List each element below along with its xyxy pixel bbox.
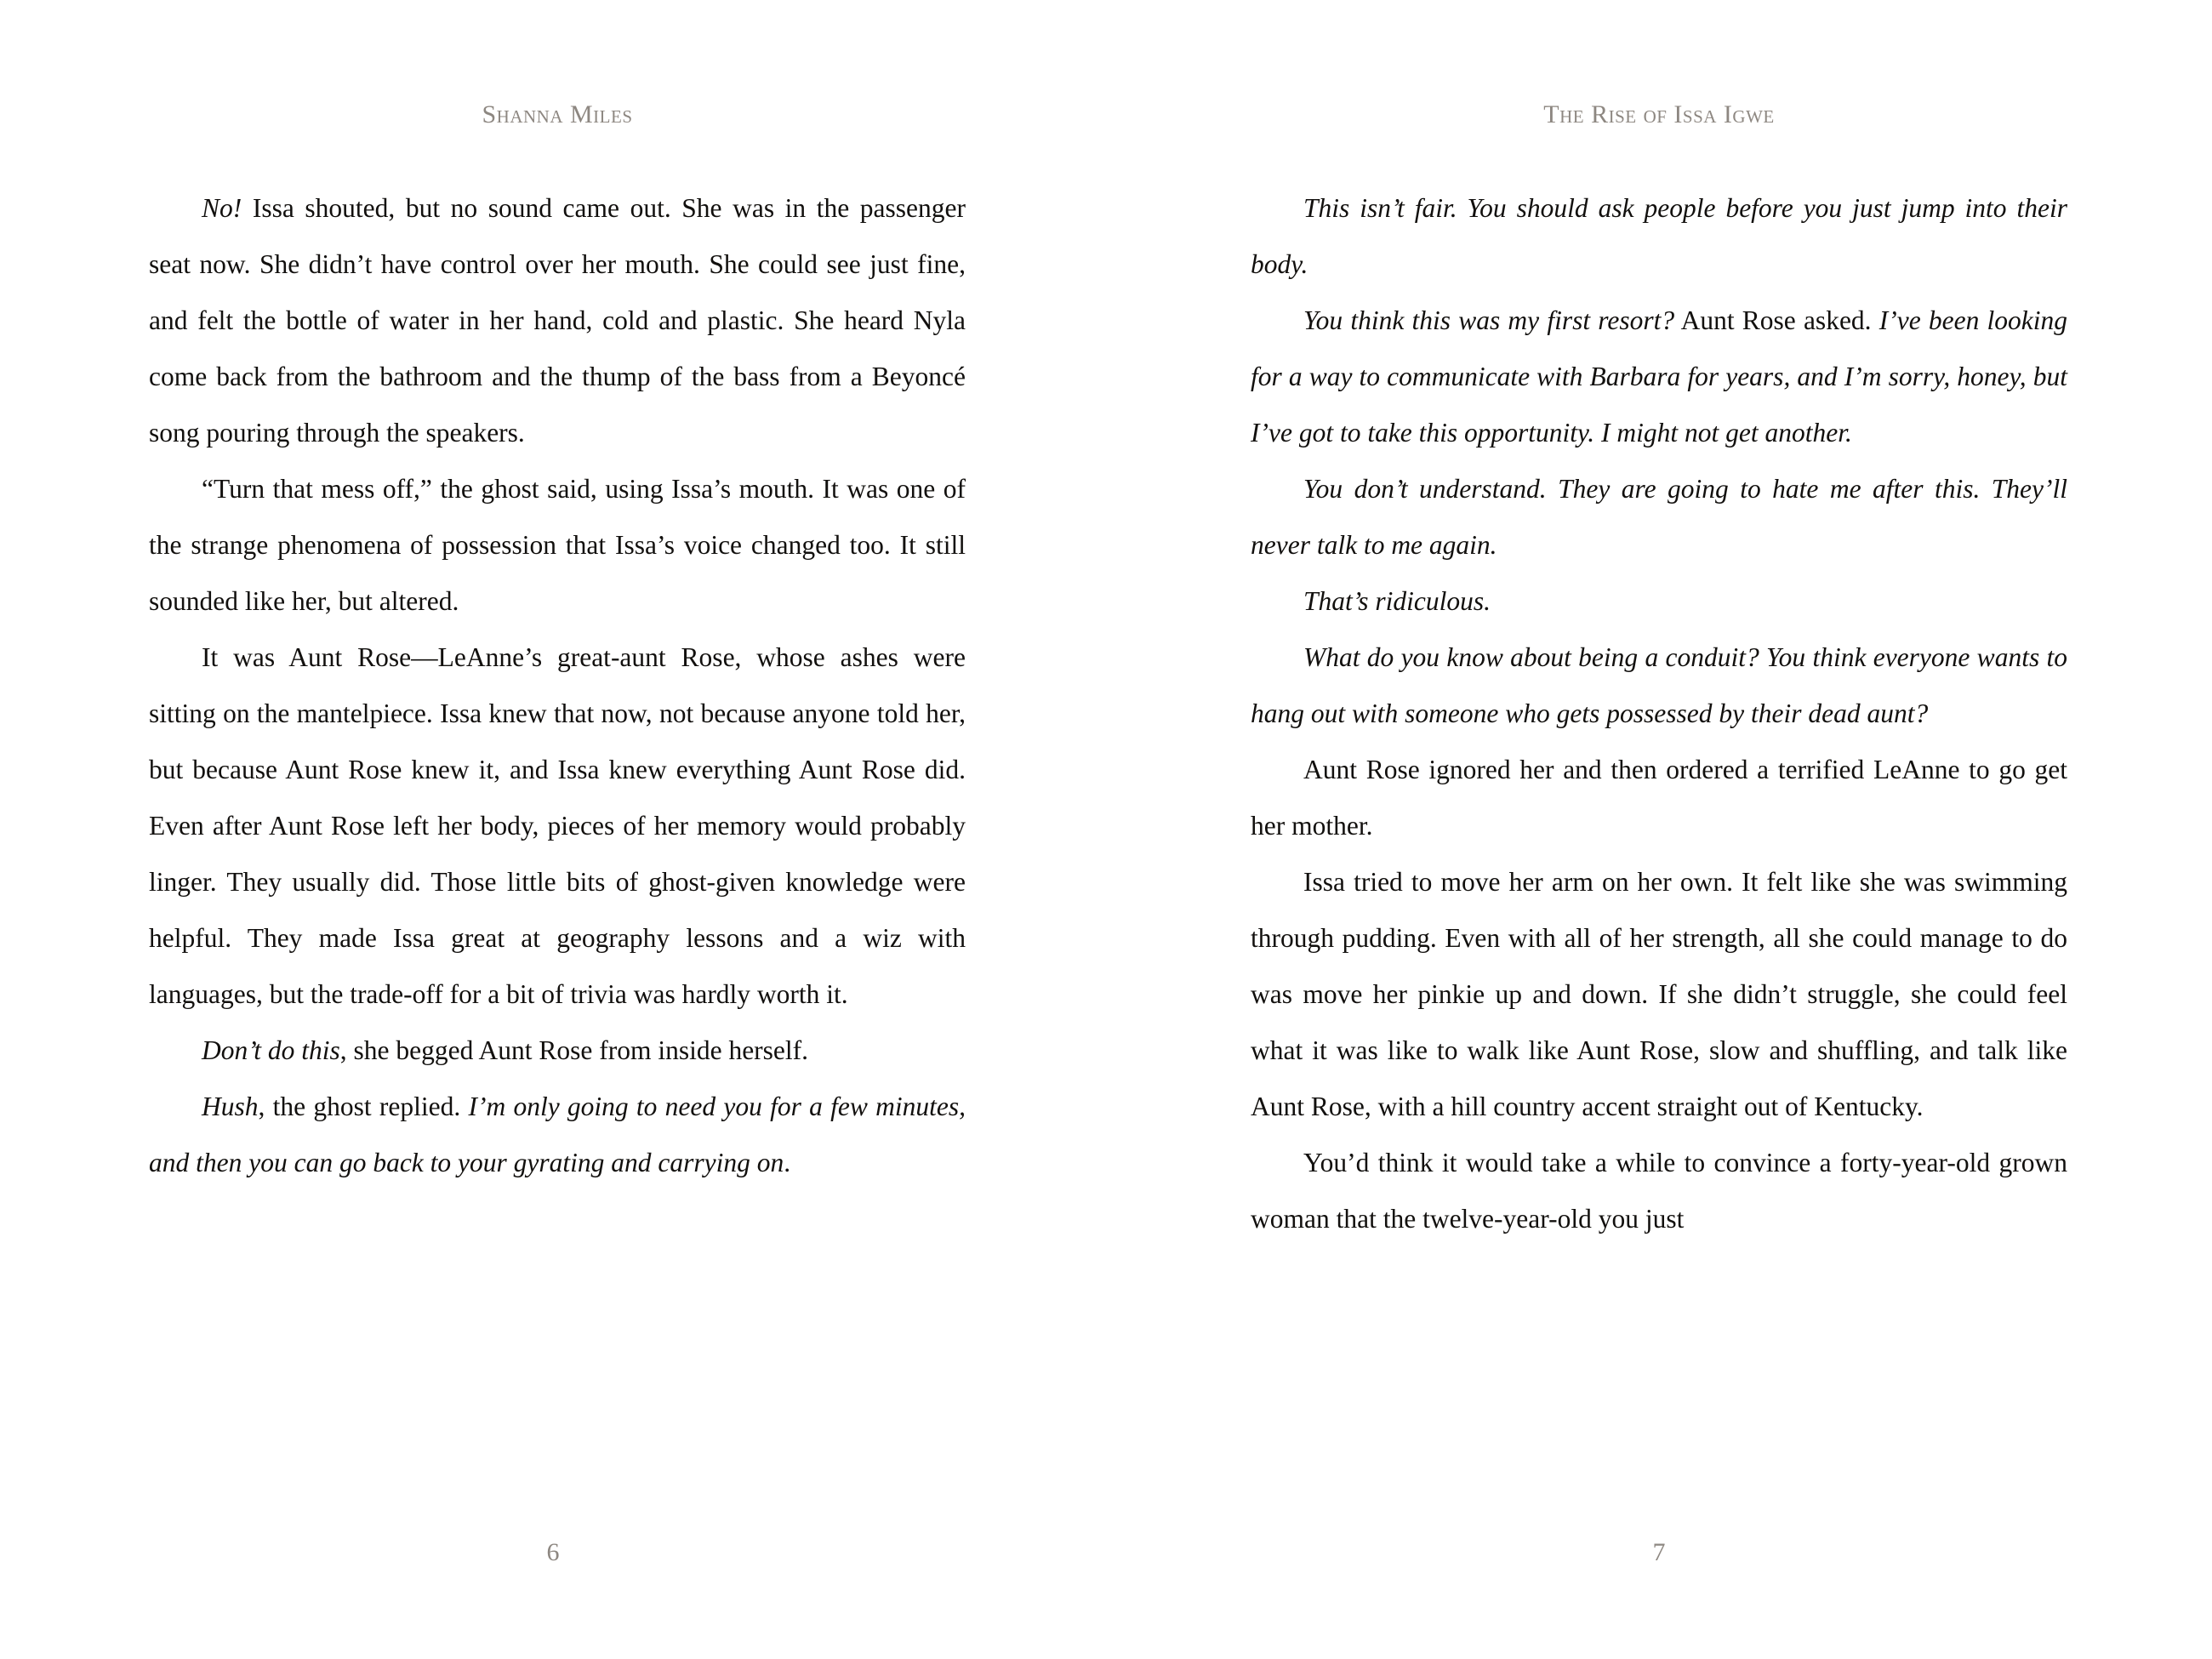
text-run: Aunt Rose asked. [1674,305,1879,335]
running-head-right: The Rise of Issa Igwe [1543,100,1775,128]
paragraph [149,1023,966,1079]
text-run: I’m only going to need you for a few minutes, and then you can go back to your gyrating and carrying on [149,1092,966,1177]
paragraph [1251,742,2067,854]
text-run: You think this was my first resort? [1303,305,1675,335]
text-run: Hush [202,1092,259,1121]
text-run: “Turn that mess off,” the ghost said, using Issa’s mouth. It was one of the strange phenomena of possession that Issa’s voice changed too. It still sounded like her, but altered. [149,474,966,616]
text-run: You don’t understand. They are going to hate me after this. They’ll never talk to me again. [1251,474,2067,560]
paragraph [149,461,966,630]
text-run: . [784,1148,791,1177]
text-run: , she begged Aunt Rose from inside herself. [339,1035,809,1065]
paragraph [1251,1135,2067,1247]
body-text-left [149,180,966,1191]
page-number-right: 7 [1652,1538,1666,1566]
paragraph [1251,630,2067,742]
paragraph [1251,461,2067,573]
text-run: Don’t do this [202,1035,340,1065]
page-right [1106,0,2212,1659]
text-run: Issa shouted, but no sound came out. She was in the passenger seat now. She didn’t have control over her mouth. She could see just fine, and felt the bottle of water in her hand, cold and plastic. She heard Nyla come back from the bathroom and the thump of the bass from a Beyoncé song pouring through the speakers. [149,193,966,448]
paragraph [149,1079,966,1191]
text-run: I’ve been looking for a way to communicate with Barbara for years, and I’m sorry, honey, but I’ve got to take this opportunity. I might not get another. [1251,305,2068,448]
paragraph [1251,573,2067,630]
running-head-left: Shanna Miles [482,100,633,128]
text-run: It was Aunt Rose—LeAnne’s great-aunt Rose, whose ashes were sitting on the mantelpiece. Issa knew that now, not because anyone told her, but because Aunt Rose knew it, and Issa knew everything Aunt Rose did. Even after Aunt Rose left her body, pieces of her memory would probably linger. They usually did. Those little bits of ghost-given knowledge were helpful. They made Issa great at geography lessons and a wiz with languages, but the trade-off for a bit of trivia was hardly worth it. [149,642,966,1009]
paragraph [149,180,966,461]
text-run: Issa tried to move her arm on her own. It felt like she was swimming through pudding. Even with all of her strength, all she could manage to do was move her pinkie up and down. If she didn’t struggle, she could feel what it was like to walk like Aunt Rose, slow and shuffling, and talk like Aunt Rose, with a hill country accent straight out of Kentucky. [1251,867,2067,1121]
text-run: You’d think it would take a while to convince a forty-year-old grown woman that the twelve-year-old you just [1251,1148,2067,1234]
page-number-left: 6 [546,1538,560,1566]
paragraph [149,630,966,1023]
paragraph [1251,293,2067,461]
text-run: That’s ridiculous. [1303,586,1491,616]
text-run: What do you know about being a conduit? You think everyone wants to hang out with someone who gets possessed by their dead aunt? [1251,642,2067,728]
text-run: No! [202,193,242,223]
body-text-right [1251,180,2067,1247]
text-run: Aunt Rose ignored her and then ordered a terrified LeAnne to go get her mother. [1251,755,2067,841]
text-run: This isn’t fair. You should ask people before you just jump into their body. [1251,193,2067,279]
paragraph [1251,854,2067,1135]
paragraph [1251,180,2067,293]
text-run: , the ghost replied. [258,1092,469,1121]
